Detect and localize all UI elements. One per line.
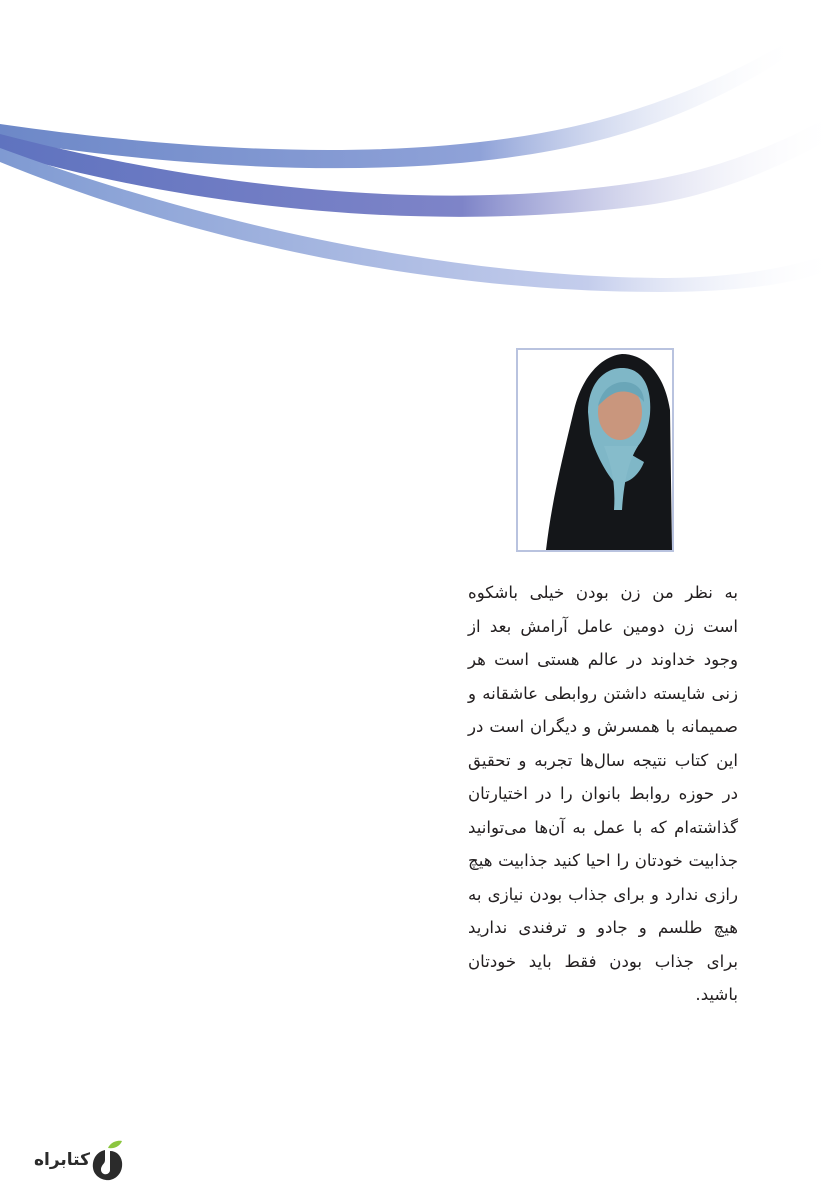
decorative-waves bbox=[0, 0, 840, 320]
author-blurb: به نظر من زن بودن خیلی باشکوه است زن دومین عامل آرامش بعد از وجود خداوند در عالم هستی است هر زنی شایسته داشتن روابطی عاشقانه و صمیمانه با همسرش و دیگران است در این کتاب نتیجه سال‌ها تجربه و تحقیق در حوزه روابط بانوان را در اختیارتان گذاشته‌ام که با عمل به آن‌ها می‌توانید جذابیت خودتان را احیا کنید جذابیت هیچ رازی ندارد و برای جذاب بودن نیازی به هیچ طلسم و جادو و ترفندی ندارید برای جذاب بودن فقط باید خودتان باشید. bbox=[468, 583, 738, 1004]
publisher-logo bbox=[30, 1140, 130, 1184]
logo-text: کتابراه bbox=[33, 1150, 90, 1170]
author-photo bbox=[516, 348, 674, 552]
kitabrah-leaf-logo-icon bbox=[90, 1140, 124, 1182]
wave-band-top bbox=[0, 40, 800, 168]
